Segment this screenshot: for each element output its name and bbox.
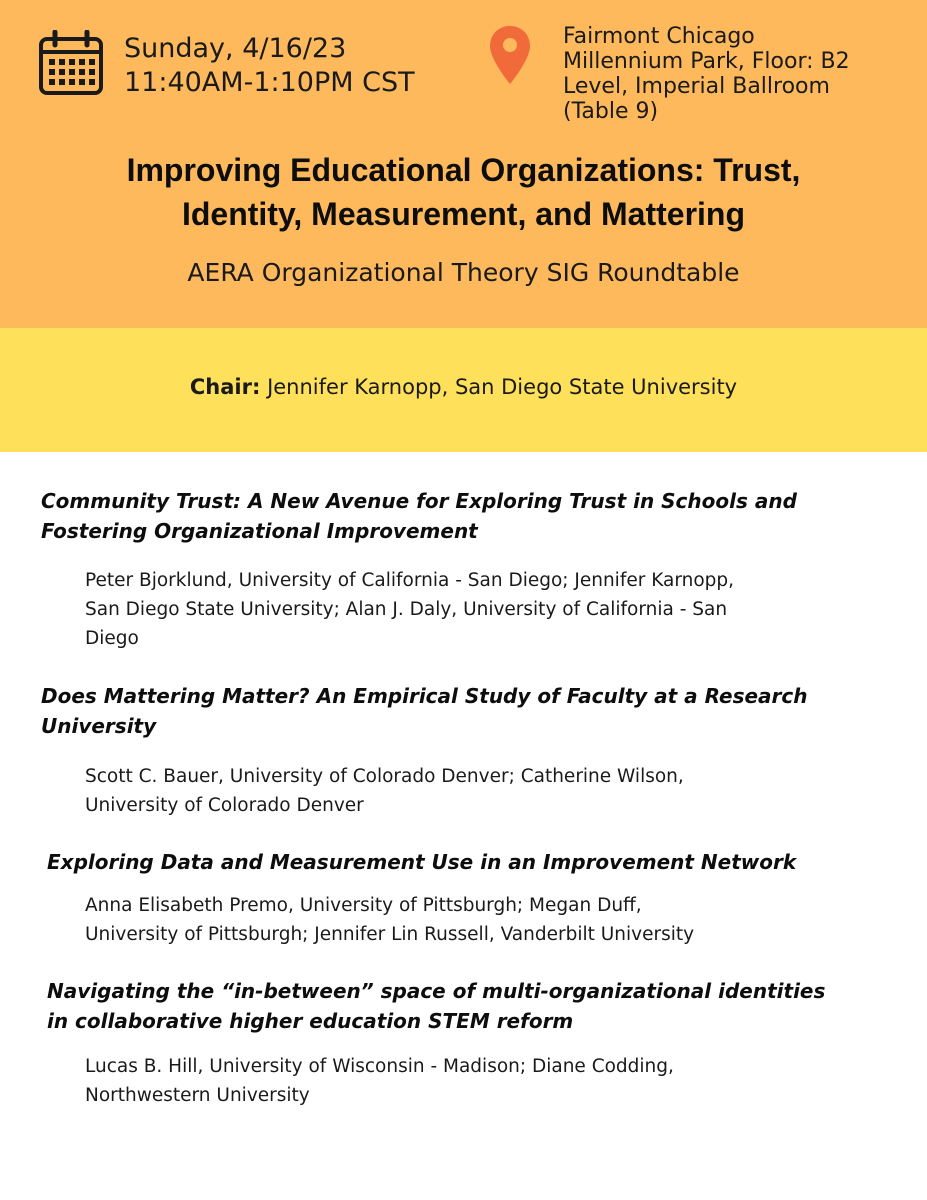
- author-line: Anna Elisabeth Premo, University of Pittsburgh; Megan Duff,: [85, 895, 642, 916]
- paper-title-line: in collaborative higher education STEM reform: [47, 1009, 574, 1033]
- location-line: Millennium Park, Floor: B2: [563, 49, 850, 74]
- paper-authors: [85, 566, 734, 653]
- paper-authors: [85, 891, 694, 949]
- paper-title: [41, 486, 797, 546]
- author-line: Lucas B. Hill, University of Wisconsin - Madison; Diane Codding,: [85, 1056, 674, 1077]
- chair-line: [0, 372, 927, 402]
- author-line: University of Pittsburgh; Jennifer Lin Russell, Vanderbilt University: [85, 924, 695, 945]
- author-line: Scott C. Bauer, University of Colorado Denver; Catherine Wilson,: [85, 766, 684, 787]
- paper-title: [47, 976, 825, 1036]
- location-line: (Table 9): [563, 99, 659, 124]
- event-date: Sunday, 4/16/23: [124, 33, 347, 64]
- paper-authors: [85, 762, 684, 820]
- author-line: Peter Bjorklund, University of California - San Diego; Jennifer Karnopp,: [85, 570, 735, 591]
- chair-label: Chair:: [189, 375, 261, 399]
- chair-name: Jennifer Karnopp, San Diego State University: [267, 375, 738, 399]
- map-pin-icon: [488, 24, 532, 86]
- location-line: Fairmont Chicago: [563, 24, 755, 49]
- author-line: Northwestern University: [85, 1085, 310, 1106]
- session-title-line: Improving Educational Organizations: Trust,: [126, 152, 801, 188]
- paper-title: [41, 681, 808, 741]
- paper-title-line: Fostering Organizational Improvement: [41, 519, 478, 543]
- session-title: [20, 148, 907, 236]
- paper-title: [47, 847, 796, 877]
- event-location: [563, 24, 913, 124]
- paper-title-line: Does Mattering Matter? An Empirical Study of Faculty at a Research: [41, 684, 808, 708]
- paper-authors: [85, 1052, 674, 1110]
- paper-title-line: Community Trust: A New Avenue for Exploring Trust in Schools and: [41, 489, 797, 513]
- session-title-line: Identity, Measurement, and Mattering: [181, 196, 746, 232]
- location-line: Level, Imperial Ballroom: [563, 74, 830, 99]
- header-section: [0, 0, 927, 328]
- event-datetime: [124, 32, 415, 100]
- event-time: 11:40AM-1:10PM CST: [124, 67, 415, 98]
- paper-title-line: University: [41, 714, 157, 738]
- author-line: University of Colorado Denver: [85, 795, 364, 816]
- paper-title-line: Exploring Data and Measurement Use in an Improvement Network: [47, 850, 797, 874]
- calendar-icon: [38, 30, 104, 96]
- author-line: Diego: [85, 628, 139, 649]
- session-subtitle: AERA Organizational Theory SIG Roundtable: [187, 258, 740, 287]
- author-line: San Diego State University; Alan J. Daly, University of California - San: [85, 599, 728, 620]
- paper-title-line: Navigating the “in-between” space of multi-organizational identities: [47, 979, 826, 1003]
